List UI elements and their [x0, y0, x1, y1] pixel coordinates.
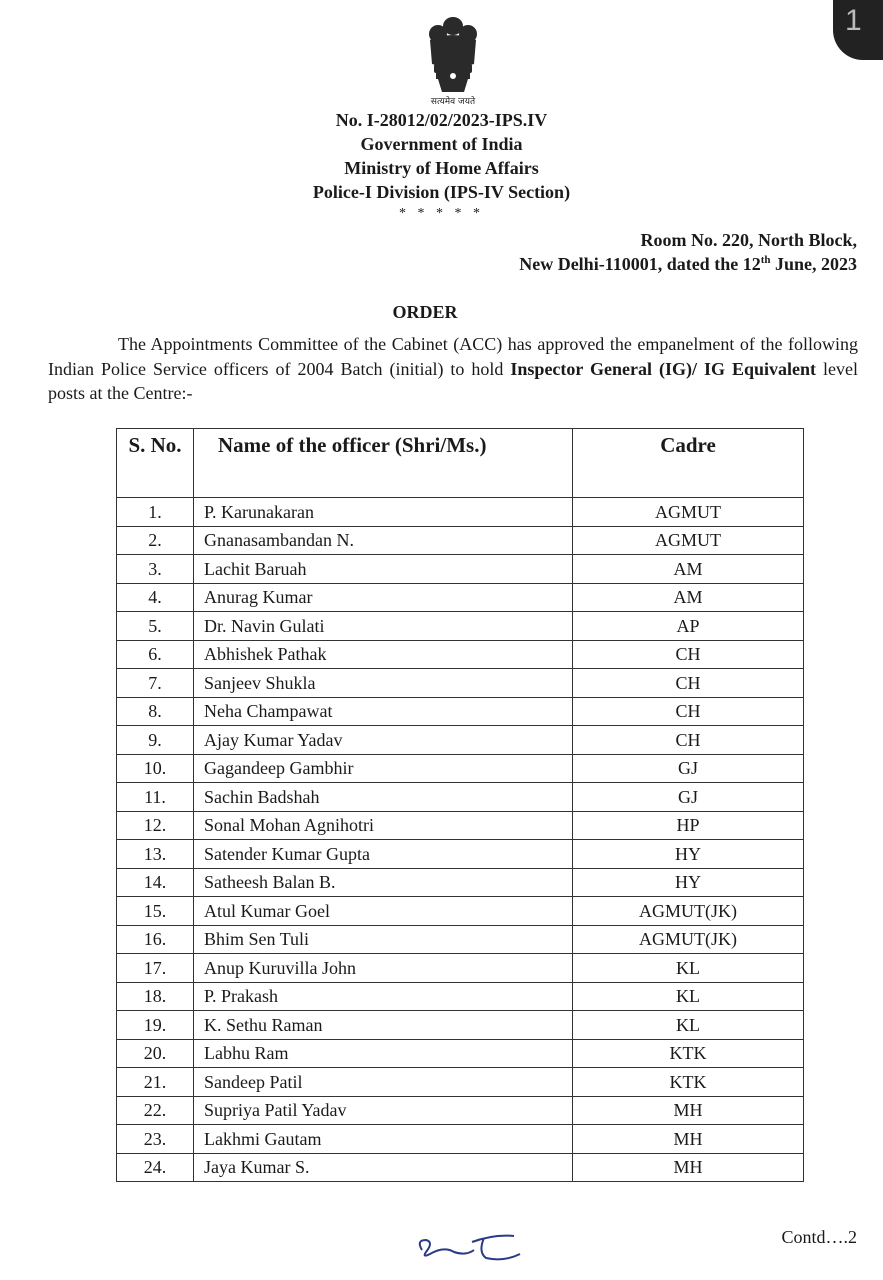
cell-sno: 4. [117, 583, 194, 612]
table-row [117, 1011, 804, 1040]
table-row [117, 640, 804, 669]
cell-sno: 8. [117, 697, 194, 726]
cell-cadre: AGMUT [573, 498, 804, 527]
header-name: Name of the officer (Shri/Ms.) [194, 429, 573, 498]
cell-cadre: KTK [573, 1068, 804, 1097]
cell-sno: 3. [117, 555, 194, 584]
cell-sno: 17. [117, 954, 194, 983]
cell-name: Lakhmi Gautam [194, 1125, 573, 1154]
cell-cadre: HY [573, 868, 804, 897]
division-name: Police-I Division (IPS-IV Section) [312, 182, 571, 202]
cell-cadre: AM [573, 555, 804, 584]
cell-name: Abhishek Pathak [194, 640, 573, 669]
page-corner-badge [833, 0, 883, 60]
cell-sno: 20. [117, 1039, 194, 1068]
cell-cadre: MH [573, 1096, 804, 1125]
order-paragraph [48, 332, 858, 406]
table-row [117, 612, 804, 641]
cell-sno: 16. [117, 925, 194, 954]
date-prefix: New Delhi-110001, dated the 12 [519, 254, 761, 274]
table-row [117, 925, 804, 954]
cell-sno: 12. [117, 811, 194, 840]
cell-sno: 5. [117, 612, 194, 641]
cell-name: Jaya Kumar S. [194, 1153, 573, 1182]
date-rest: June, 2023 [770, 254, 857, 274]
table-row [117, 583, 804, 612]
cell-name: K. Sethu Raman [194, 1011, 573, 1040]
signature-icon [414, 1222, 534, 1272]
cell-name: Gnanasambandan N. [194, 526, 573, 555]
cell-cadre: KL [573, 954, 804, 983]
table-row [117, 555, 804, 584]
order-title: ORDER [392, 302, 458, 322]
cell-name: Atul Kumar Goel [194, 897, 573, 926]
cell-cadre: CH [573, 669, 804, 698]
cell-cadre: KL [573, 1011, 804, 1040]
page-corner-label: 1 [845, 4, 862, 37]
header-cadre: Cadre [573, 429, 804, 498]
table-row [117, 526, 804, 555]
cell-sno: 13. [117, 840, 194, 869]
cell-name: Sachin Badshah [194, 783, 573, 812]
cell-name: Ajay Kumar Yadav [194, 726, 573, 755]
file-number: No. I-28012/02/2023-IPS.IV [335, 110, 548, 130]
cell-cadre: CH [573, 726, 804, 755]
cell-name: Anup Kuruvilla John [194, 954, 573, 983]
cell-sno: 24. [117, 1153, 194, 1182]
cell-name: Anurag Kumar [194, 583, 573, 612]
cell-cadre: MH [573, 1125, 804, 1154]
cell-sno: 22. [117, 1096, 194, 1125]
cell-sno: 9. [117, 726, 194, 755]
table-header-row [117, 429, 804, 498]
cell-name: Satender Kumar Gupta [194, 840, 573, 869]
separator-stars: * * * * * [399, 206, 484, 221]
cell-sno: 19. [117, 1011, 194, 1040]
cell-sno: 14. [117, 868, 194, 897]
header-sno: S. No. [117, 429, 194, 498]
continued-note: Contd….2 [781, 1227, 857, 1247]
cell-sno: 23. [117, 1125, 194, 1154]
cell-cadre: CH [573, 640, 804, 669]
room-address: Room No. 220, North Block, [640, 230, 857, 250]
cell-cadre: KTK [573, 1039, 804, 1068]
cell-sno: 21. [117, 1068, 194, 1097]
cell-name: Lachit Baruah [194, 555, 573, 584]
cell-sno: 15. [117, 897, 194, 926]
table-row [117, 783, 804, 812]
table-row [117, 840, 804, 869]
cell-sno: 18. [117, 982, 194, 1011]
table-row [117, 669, 804, 698]
cell-name: Satheesh Balan B. [194, 868, 573, 897]
cell-name: Dr. Navin Gulati [194, 612, 573, 641]
table-row [117, 1068, 804, 1097]
cell-cadre: GJ [573, 754, 804, 783]
table-row [117, 868, 804, 897]
cell-cadre: AGMUT(JK) [573, 925, 804, 954]
cell-cadre: AGMUT [573, 526, 804, 555]
table-row [117, 1125, 804, 1154]
cell-sno: 11. [117, 783, 194, 812]
cell-name: Sonal Mohan Agnihotri [194, 811, 573, 840]
table-row [117, 1153, 804, 1182]
cell-cadre: KL [573, 982, 804, 1011]
table-row [117, 897, 804, 926]
cell-cadre: CH [573, 697, 804, 726]
cell-sno: 10. [117, 754, 194, 783]
cell-cadre: HP [573, 811, 804, 840]
para-text-1: The Appointments Committee of the Cabinet (ACC) has approved the empanelment of the following Indian Police Service officers of 2004 Batch (initial) to hold [48, 334, 858, 379]
cell-name: Sanjeev Shukla [194, 669, 573, 698]
cell-cadre: AGMUT(JK) [573, 897, 804, 926]
table-row [117, 726, 804, 755]
cell-cadre: AP [573, 612, 804, 641]
cell-name: P. Karunakaran [194, 498, 573, 527]
place-date [519, 254, 857, 275]
cell-sno: 7. [117, 669, 194, 698]
government-name: Government of India [360, 134, 523, 154]
table-row [117, 954, 804, 983]
table-row [117, 1096, 804, 1125]
table-row [117, 697, 804, 726]
cell-sno: 1. [117, 498, 194, 527]
emblem-caption: सत्यमेव जयते [430, 97, 476, 107]
table-row [117, 1039, 804, 1068]
cell-cadre: GJ [573, 783, 804, 812]
table-row [117, 498, 804, 527]
cell-name: P. Prakash [194, 982, 573, 1011]
cell-name: Neha Champawat [194, 697, 573, 726]
para-bold-text: Inspector General (IG)/ IG Equivalent [510, 358, 817, 379]
table-row [117, 811, 804, 840]
date-suffix: th [760, 254, 771, 266]
cell-name: Gagandeep Gambhir [194, 754, 573, 783]
para-text-2: level posts at the Centre:- [48, 358, 858, 403]
cell-sno: 6. [117, 640, 194, 669]
officers-table [116, 428, 804, 1182]
ministry-name: Ministry of Home Affairs [344, 158, 539, 178]
cell-name: Labhu Ram [194, 1039, 573, 1068]
cell-name: Sandeep Patil [194, 1068, 573, 1097]
cell-sno: 2. [117, 526, 194, 555]
cell-cadre: AM [573, 583, 804, 612]
cell-cadre: HY [573, 840, 804, 869]
cell-name: Supriya Patil Yadav [194, 1096, 573, 1125]
cell-cadre: MH [573, 1153, 804, 1182]
table-row [117, 982, 804, 1011]
table-row [117, 754, 804, 783]
cell-name: Bhim Sen Tuli [194, 925, 573, 954]
